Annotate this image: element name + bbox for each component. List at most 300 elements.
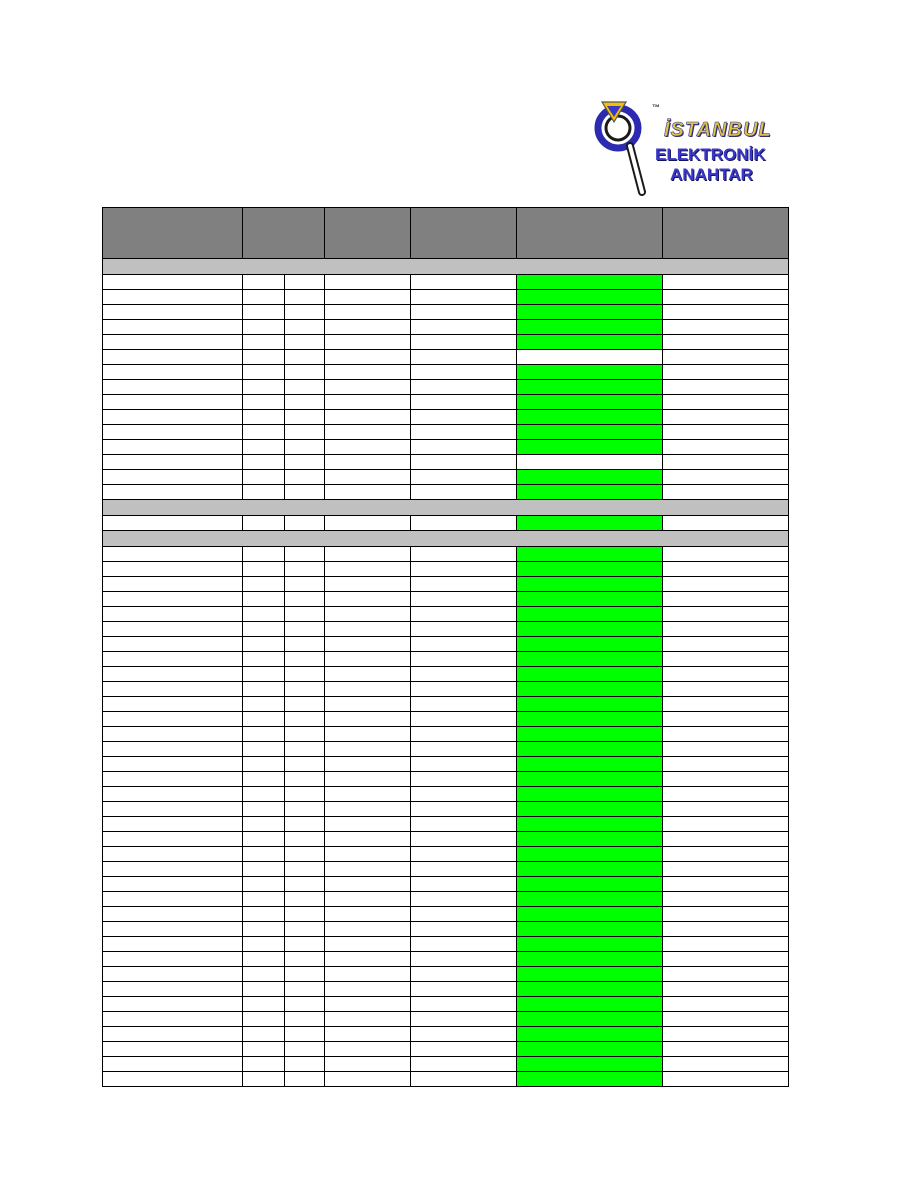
table-cell (243, 742, 285, 757)
table-cell (663, 290, 789, 305)
table-cell (243, 757, 285, 772)
table-cell (243, 1042, 285, 1057)
table-cell (411, 997, 517, 1012)
column-header (325, 208, 411, 259)
table-cell (325, 637, 411, 652)
table-row (103, 742, 789, 757)
highlight-cell (517, 907, 663, 922)
column-header (243, 208, 325, 259)
highlight-cell (517, 742, 663, 757)
table-cell (243, 652, 285, 667)
table-cell (411, 320, 517, 335)
table-cell (103, 922, 243, 937)
table-cell (103, 380, 243, 395)
table-cell (411, 455, 517, 470)
table-row (103, 667, 789, 682)
table-cell (325, 922, 411, 937)
highlight-cell (517, 847, 663, 862)
table-row (103, 455, 789, 470)
table-cell (103, 757, 243, 772)
table-cell (325, 997, 411, 1012)
table-cell (103, 817, 243, 832)
table-cell (663, 862, 789, 877)
table-cell (103, 1042, 243, 1057)
table-cell (663, 997, 789, 1012)
table-cell (103, 847, 243, 862)
table-cell (103, 727, 243, 742)
table-cell (103, 937, 243, 952)
table-cell (411, 982, 517, 997)
column-header (103, 208, 243, 259)
table-cell (411, 952, 517, 967)
table-row (103, 290, 789, 305)
table-row (103, 952, 789, 967)
table-cell (243, 1027, 285, 1042)
table-cell (325, 952, 411, 967)
table-cell (325, 485, 411, 500)
table-cell (243, 320, 285, 335)
table-cell (663, 1057, 789, 1072)
table-row (103, 922, 789, 937)
highlight-cell (517, 862, 663, 877)
table-cell (285, 817, 325, 832)
table-row (103, 365, 789, 380)
table-cell (103, 862, 243, 877)
table-row (103, 982, 789, 997)
highlight-cell (517, 455, 663, 470)
table-cell (285, 410, 325, 425)
table-cell (243, 470, 285, 485)
table-cell (285, 877, 325, 892)
table-cell (285, 682, 325, 697)
table-cell (243, 667, 285, 682)
table-cell (243, 410, 285, 425)
highlight-cell (517, 997, 663, 1012)
table-row (103, 757, 789, 772)
table-cell (103, 652, 243, 667)
table-cell (411, 757, 517, 772)
table-row (103, 877, 789, 892)
table-cell (285, 997, 325, 1012)
table-cell (285, 937, 325, 952)
table-row (103, 802, 789, 817)
highlight-cell (517, 952, 663, 967)
table-cell (411, 1057, 517, 1072)
table-cell (243, 802, 285, 817)
column-header (517, 208, 663, 259)
table-cell (325, 712, 411, 727)
table-cell (411, 622, 517, 637)
table-cell (285, 425, 325, 440)
table-cell (325, 832, 411, 847)
table-cell (285, 577, 325, 592)
table-cell (663, 380, 789, 395)
table-cell (663, 952, 789, 967)
table-row (103, 562, 789, 577)
table-cell (663, 592, 789, 607)
table-cell (325, 1012, 411, 1027)
table-cell (325, 652, 411, 667)
highlight-cell (517, 622, 663, 637)
table-cell (285, 907, 325, 922)
table-cell (285, 440, 325, 455)
table-cell (103, 455, 243, 470)
table-cell (411, 410, 517, 425)
table-row (103, 335, 789, 350)
table-cell (663, 305, 789, 320)
table-cell (325, 516, 411, 531)
table-cell (663, 847, 789, 862)
table-row (103, 547, 789, 562)
table-cell (663, 350, 789, 365)
table-cell (411, 425, 517, 440)
table-cell (103, 997, 243, 1012)
table-cell (243, 862, 285, 877)
highlight-cell (517, 395, 663, 410)
table-cell (243, 275, 285, 290)
table-cell (285, 952, 325, 967)
table-cell (285, 455, 325, 470)
table-cell (243, 967, 285, 982)
table-cell (325, 395, 411, 410)
table-cell (243, 562, 285, 577)
highlight-cell (517, 892, 663, 907)
table-cell (103, 742, 243, 757)
table-cell (411, 562, 517, 577)
table-cell (663, 742, 789, 757)
highlight-cell (517, 380, 663, 395)
table-row (103, 697, 789, 712)
table-cell (325, 1042, 411, 1057)
section-header-row (103, 500, 789, 516)
table-cell (411, 305, 517, 320)
table-row (103, 607, 789, 622)
table-cell (325, 320, 411, 335)
highlight-cell (517, 817, 663, 832)
table-cell (103, 967, 243, 982)
table-row (103, 892, 789, 907)
highlight-cell (517, 682, 663, 697)
table-cell (243, 997, 285, 1012)
table-cell (285, 727, 325, 742)
highlight-cell (517, 727, 663, 742)
table-cell (285, 757, 325, 772)
highlight-cell (517, 1012, 663, 1027)
table-cell (243, 952, 285, 967)
table-cell (285, 275, 325, 290)
table-cell (243, 516, 285, 531)
table-row (103, 832, 789, 847)
table-cell (663, 485, 789, 500)
table-row (103, 410, 789, 425)
highlight-cell (517, 1027, 663, 1042)
table-cell (325, 697, 411, 712)
section-label (103, 259, 789, 275)
table-cell (663, 607, 789, 622)
table-cell (663, 425, 789, 440)
table-cell (663, 547, 789, 562)
table-row (103, 1042, 789, 1057)
table-cell (411, 395, 517, 410)
table-body (103, 259, 789, 1087)
logo-line-anahtar: ANAHTAR (670, 165, 753, 184)
logo-line-istanbul: İSTANBUL (664, 119, 772, 141)
table-cell (103, 1057, 243, 1072)
table-cell (325, 290, 411, 305)
table-header-row (103, 208, 789, 259)
table-cell (285, 320, 325, 335)
table-cell (243, 440, 285, 455)
table-cell (103, 290, 243, 305)
table-row (103, 967, 789, 982)
table-row (103, 1027, 789, 1042)
table-cell (325, 365, 411, 380)
table-cell (663, 712, 789, 727)
table-cell (285, 847, 325, 862)
table-cell (411, 907, 517, 922)
highlight-cell (517, 425, 663, 440)
table-cell (103, 395, 243, 410)
table-cell (411, 862, 517, 877)
table-cell (103, 952, 243, 967)
section-header-row (103, 259, 789, 275)
table-cell (285, 305, 325, 320)
table-cell (663, 275, 789, 290)
table-cell (411, 275, 517, 290)
table-cell (285, 516, 325, 531)
table-cell (243, 832, 285, 847)
table-cell (285, 335, 325, 350)
column-header (411, 208, 517, 259)
highlight-cell (517, 562, 663, 577)
table-cell (663, 637, 789, 652)
table-row (103, 637, 789, 652)
table-cell (285, 470, 325, 485)
table-cell (103, 335, 243, 350)
table-cell (411, 802, 517, 817)
table-cell (243, 335, 285, 350)
table-cell (325, 937, 411, 952)
section-label (103, 531, 789, 547)
highlight-cell (517, 410, 663, 425)
table-cell (411, 290, 517, 305)
table-cell (103, 410, 243, 425)
table-cell (243, 622, 285, 637)
table-cell (285, 1027, 325, 1042)
table-row (103, 275, 789, 290)
highlight-cell (517, 592, 663, 607)
table-cell (411, 832, 517, 847)
table-cell (285, 982, 325, 997)
table-cell (411, 817, 517, 832)
table-cell (103, 562, 243, 577)
table-cell (285, 607, 325, 622)
table-cell (663, 622, 789, 637)
table-cell (411, 547, 517, 562)
table-cell (285, 380, 325, 395)
table-cell (663, 455, 789, 470)
table-cell (411, 712, 517, 727)
table-cell (325, 1057, 411, 1072)
table-cell (103, 877, 243, 892)
table-cell (411, 592, 517, 607)
table-cell (663, 1027, 789, 1042)
table-cell (411, 772, 517, 787)
table-cell (325, 562, 411, 577)
highlight-cell (517, 772, 663, 787)
table-cell (285, 862, 325, 877)
highlight-cell (517, 967, 663, 982)
highlight-cell (517, 470, 663, 485)
table-cell (243, 877, 285, 892)
table-cell (103, 547, 243, 562)
table-cell (103, 350, 243, 365)
highlight-cell (517, 1072, 663, 1087)
section-header-row (103, 531, 789, 547)
table-cell (103, 802, 243, 817)
table-cell (243, 937, 285, 952)
table-row (103, 787, 789, 802)
table-cell (285, 365, 325, 380)
table-cell (325, 577, 411, 592)
table-cell (243, 697, 285, 712)
table-cell (103, 1027, 243, 1042)
table-cell (325, 907, 411, 922)
table-cell (663, 817, 789, 832)
highlight-cell (517, 697, 663, 712)
table-cell (663, 1042, 789, 1057)
table-cell (103, 787, 243, 802)
table-cell (285, 832, 325, 847)
table-cell (243, 592, 285, 607)
table-cell (325, 305, 411, 320)
table-row (103, 652, 789, 667)
table-cell (325, 667, 411, 682)
table-cell (285, 712, 325, 727)
table-cell (103, 470, 243, 485)
table-cell (325, 1072, 411, 1087)
table-cell (243, 395, 285, 410)
table-cell (663, 335, 789, 350)
table-cell (243, 1072, 285, 1087)
table-cell (285, 1042, 325, 1057)
table-cell (325, 847, 411, 862)
table-row (103, 305, 789, 320)
table-cell (103, 1012, 243, 1027)
table-cell (663, 757, 789, 772)
table-cell (243, 682, 285, 697)
table-cell (243, 290, 285, 305)
table-cell (325, 892, 411, 907)
section-label (103, 500, 789, 516)
table-cell (411, 697, 517, 712)
table-cell (325, 982, 411, 997)
table-cell (411, 667, 517, 682)
table-row (103, 470, 789, 485)
table-cell (325, 727, 411, 742)
table-cell (325, 1027, 411, 1042)
table-cell (243, 712, 285, 727)
table-row (103, 320, 789, 335)
table-cell (663, 787, 789, 802)
table-cell (103, 425, 243, 440)
table-cell (411, 470, 517, 485)
table-row (103, 485, 789, 500)
highlight-cell (517, 1057, 663, 1072)
table-cell (243, 727, 285, 742)
table-cell (325, 862, 411, 877)
table-cell (285, 697, 325, 712)
table-cell (663, 652, 789, 667)
table-cell (663, 937, 789, 952)
highlight-cell (517, 757, 663, 772)
highlight-cell (517, 937, 663, 952)
table-cell (325, 440, 411, 455)
table-cell (663, 922, 789, 937)
table-cell (325, 817, 411, 832)
table-row (103, 682, 789, 697)
table-cell (663, 562, 789, 577)
table-cell (325, 455, 411, 470)
table-cell (103, 305, 243, 320)
table-cell (285, 742, 325, 757)
table-cell (243, 577, 285, 592)
table-cell (103, 622, 243, 637)
table-cell (285, 667, 325, 682)
table-cell (103, 485, 243, 500)
table-cell (103, 832, 243, 847)
highlight-cell (517, 1042, 663, 1057)
table-cell (243, 847, 285, 862)
table-cell (103, 637, 243, 652)
table-cell (325, 787, 411, 802)
table-cell (103, 577, 243, 592)
table-cell (103, 907, 243, 922)
table-cell (243, 365, 285, 380)
table-row (103, 592, 789, 607)
table-cell (411, 967, 517, 982)
highlight-cell (517, 607, 663, 622)
highlight-cell (517, 832, 663, 847)
table-cell (103, 1072, 243, 1087)
highlight-cell (517, 275, 663, 290)
table-cell (663, 440, 789, 455)
table-row (103, 907, 789, 922)
table-cell (411, 742, 517, 757)
table-row (103, 380, 789, 395)
table-cell (663, 320, 789, 335)
table-row (103, 425, 789, 440)
table-row (103, 516, 789, 531)
table-row (103, 622, 789, 637)
table-cell (243, 380, 285, 395)
table-row (103, 1012, 789, 1027)
table-cell (411, 787, 517, 802)
table-cell (103, 607, 243, 622)
table-row (103, 1057, 789, 1072)
table-cell (411, 682, 517, 697)
table-row (103, 727, 789, 742)
table-cell (411, 365, 517, 380)
table-cell (103, 320, 243, 335)
table-cell (411, 440, 517, 455)
table-cell (103, 682, 243, 697)
table-cell (663, 470, 789, 485)
table-cell (285, 802, 325, 817)
highlight-cell (517, 652, 663, 667)
table-cell (243, 637, 285, 652)
table-cell (243, 305, 285, 320)
